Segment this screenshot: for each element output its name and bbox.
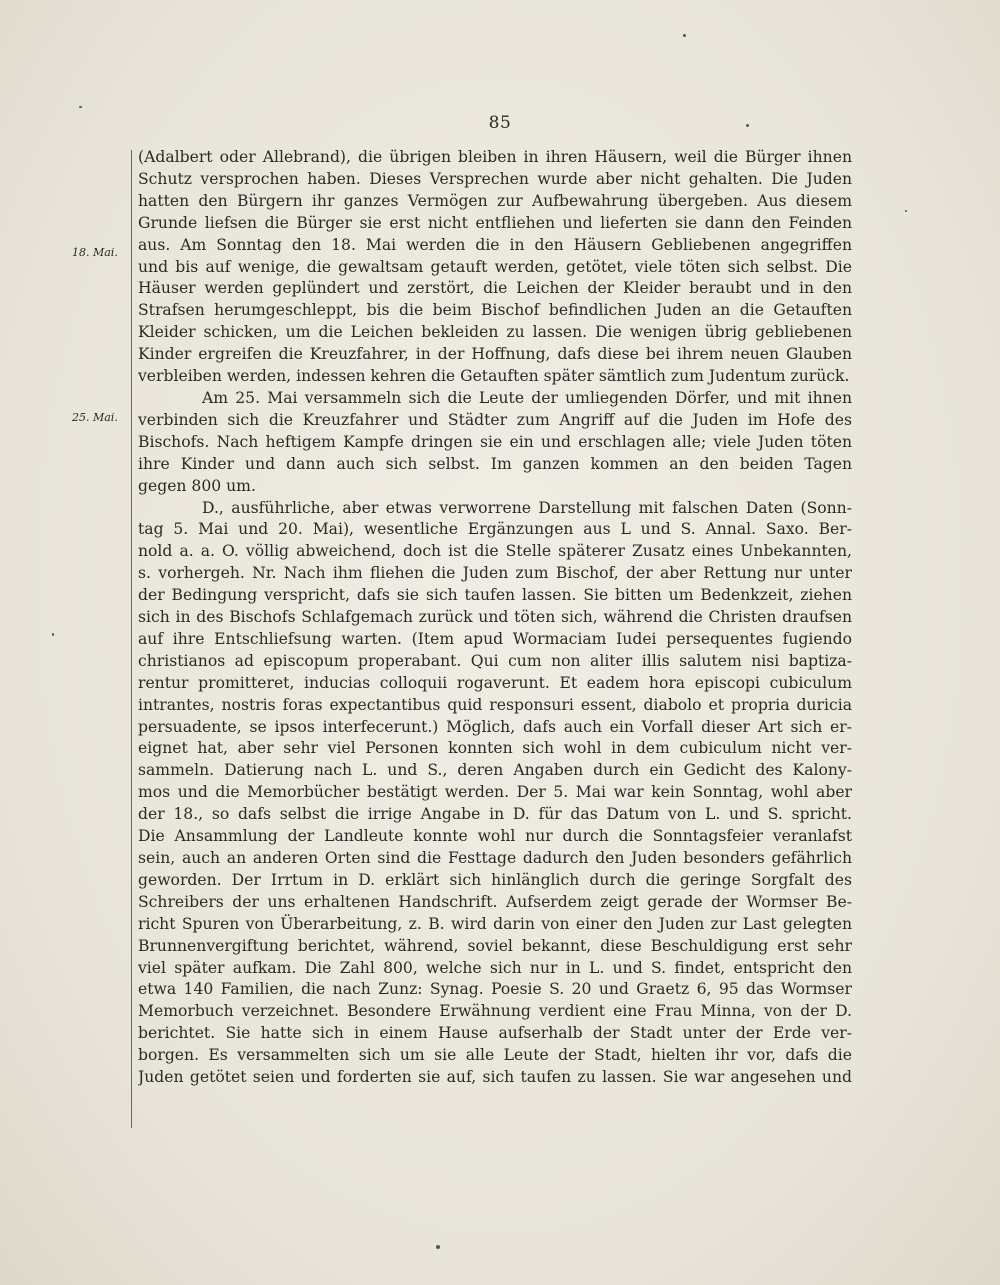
margin-note-date: 18. Mai. [72, 246, 118, 259]
text-line: persuadente, se ipsos interfecerunt.) Möglich, dafs auch ein Vorfall dieser Art sich er- [138, 717, 852, 736]
text-line: ihre Kinder und dann auch sich selbst. Im ganzen kommen an den beiden Tagen [138, 454, 852, 473]
text-line: sammeln. Datierung nach L. und S., deren Angaben durch ein Gedicht des Kalony- [138, 761, 852, 780]
text-line: D., ausführliche, aber etwas verworrene Darstellung mit falschen Daten (Sonn- [202, 498, 852, 517]
text-line: auf ihre Entschliefsung warten. (Item apud Wormaciam Iudei persequentes fugiendo [138, 629, 852, 648]
page-number: 85 [488, 113, 512, 133]
scan-speck [436, 1245, 440, 1249]
text-line: verbinden sich die Kreuzfahrer und Städter zum Angriff auf die Juden im Hofe des [138, 410, 852, 429]
text-line: Am 25. Mai versammeln sich die Leute der umliegenden Dörfer, und mit ihnen [202, 388, 852, 407]
text-line: Grunde liefsen die Bürger sie erst nicht entfliehen und lieferten sie dann den Feinden [138, 213, 852, 232]
body-text [138, 147, 852, 1089]
scan-speck [905, 210, 907, 212]
text-line: Schutz versprochen haben. Dieses Versprechen wurde aber nicht gehalten. Die Juden [138, 169, 852, 188]
text-line: eignet hat, aber sehr viel Personen konnten sich wohl in dem cubiculum nicht ver- [138, 739, 852, 758]
text-line: mos und die Memorbücher bestätigt werden. Der 5. Mai war kein Sonntag, wohl aber [138, 783, 852, 802]
text-line: s. vorhergeh. Nr. Nach ihm fliehen die Juden zum Bischof, der aber Rettung nur unter [138, 564, 852, 583]
text-line: richt Spuren von Überarbeitung, z. B. wird darin von einer den Juden zur Last gelegten [138, 914, 852, 933]
text-line: tag 5. Mai und 20. Mai), wesentliche Ergänzungen aus L und S. Annal. Saxo. Ber- [138, 520, 852, 539]
text-line: gegen 800 um. [138, 476, 256, 495]
text-line: sein, auch an anderen Orten sind die Festtage dadurch den Juden besonders gefährlich [138, 849, 852, 867]
text-line: verbleiben werden, indessen kehren die Getauften später sämtlich zum Judentum zurück. [138, 367, 850, 386]
text-line: und bis auf wenige, die gewaltsam getauft werden, getötet, viele töten sich selbst. Die [138, 257, 852, 276]
text-line: Die Ansammlung der Landleute konnte wohl nur durch die Sonntagsfeier veranlafst [138, 827, 852, 846]
text-line: intrantes, nostris foras expectantibus quid responsuri essent, diabolo et propria duricia [138, 695, 852, 714]
text-line: sich in des Bischofs Schlafgemach zurück und töten sich, während die Christen draufsen [138, 608, 852, 627]
text-line: rentur promitteret, inducias colloquii rogaverunt. Et eadem hora episcopi cubiculum [138, 673, 852, 692]
text-line: Memorbuch verzeichnet. Besondere Erwähnung verdient eine Frau Minna, von der D. [138, 1002, 852, 1021]
text-line: der 18., so dafs selbst die irrige Angabe in D. für das Datum von L. und S. spricht. [138, 805, 852, 824]
margin-rule [131, 150, 132, 1128]
text-line: nold a. a. O. völlig abweichend, doch ist die Stelle späterer Zusatz eines Unbekannten, [138, 542, 852, 561]
text-line: der Bedingung verspricht, dafs sie sich taufen lassen. Sie bitten um Bedenkzeit, ziehen [138, 586, 852, 605]
scan-speck [79, 106, 82, 108]
text-line: etwa 140 Familien, die nach Zunz: Synag. Poesie S. 20 und Graetz 6, 95 das Wormser [138, 980, 852, 999]
text-line: christianos ad episcopum properabant. Qui cum non aliter illis salutem nisi baptiza- [138, 651, 852, 670]
margin-note-date: 25. Mai. [72, 411, 118, 424]
text-line: berichtet. Sie hatte sich in einem Hause aufserhalb der Stadt unter der Erde ver- [138, 1024, 852, 1043]
text-line: Strafsen herumgeschleppt, bis die beim Bischof befindlichen Juden an die Getauften [138, 301, 852, 320]
scan-speck [52, 633, 54, 636]
text-line: borgen. Es versammelten sich um sie alle Leute der Stadt, hielten ihr vor, dafs die [138, 1046, 852, 1065]
text-line: Brunnenvergiftung berichtet, während, soviel bekannt, diese Beschuldigung erst sehr [138, 936, 852, 955]
text-line: hatten den Bürgern ihr ganzes Vermögen zur Aufbewahrung übergeben. Aus diesem [138, 191, 852, 210]
text-line: Häuser werden geplündert und zerstört, die Leichen der Kleider beraubt und in den [138, 279, 852, 298]
text-line: geworden. Der Irrtum in D. erklärt sich hinlänglich durch die geringe Sorgfalt des [138, 870, 852, 889]
scan-speck [746, 124, 749, 127]
text-line: Kleider schicken, um die Leichen bekleiden zu lassen. Die wenigen übrig gebliebenen [138, 323, 852, 342]
text-line: Schreibers der uns erhaltenen Handschrift. Aufserdem zeigt gerade der Wormser Be- [138, 892, 852, 911]
text-line: viel später aufkam. Die Zahl 800, welche sich nur in L. und S. findet, entspricht den [138, 958, 852, 977]
text-line: Juden getötet seien und forderten sie auf, sich taufen zu lassen. Sie war angesehen und [138, 1068, 852, 1087]
text-line: Bischofs. Nach heftigem Kampfe dringen sie ein und erschlagen alle; viele Juden töten [138, 432, 852, 451]
scan-speck [683, 34, 686, 37]
text-line: aus. Am Sonntag den 18. Mai werden die in den Häusern Gebliebenen angegriffen [138, 235, 852, 254]
text-line: (Adalbert oder Allebrand), die übrigen bleiben in ihren Häusern, weil die Bürger ihnen [138, 148, 852, 166]
text-line: Kinder ergreifen die Kreuzfahrer, in der Hoffnung, dafs diese bei ihrem neuen Glauben [138, 345, 852, 364]
